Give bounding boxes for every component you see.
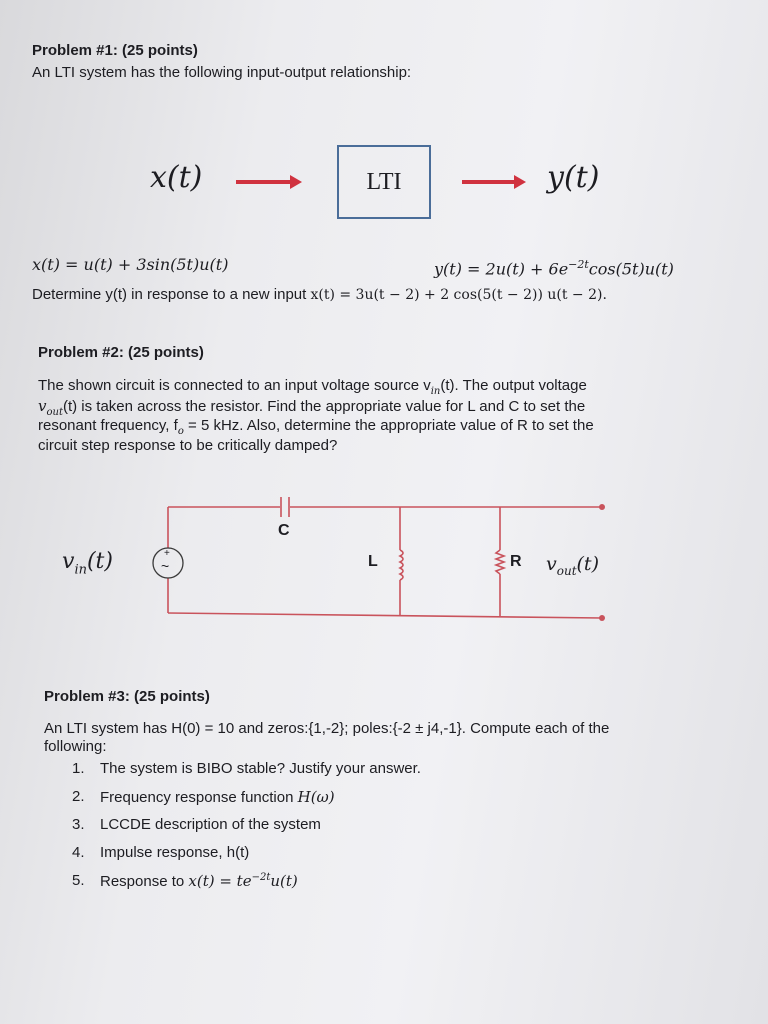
- problem-1-heading: Problem #1: (25 points): [32, 42, 198, 59]
- problem-2-heading: Problem #2: (25 points): [38, 344, 204, 361]
- problem-1-intro: An LTI system has the following input-output relationship:: [32, 64, 412, 81]
- inductor-label: L: [368, 553, 378, 570]
- bottom-wire: [168, 613, 602, 618]
- problem-3-list: [72, 760, 421, 900]
- list-item: 4. Impulse response, h(t): [72, 844, 250, 861]
- diagram-input-label: x(t): [150, 160, 203, 195]
- output-terminal-bottom: [599, 615, 605, 621]
- problem-2-line-2: $v_{out}(t)$ is taken across the resistor. Find the appropriate value for L and C to set the: [38, 397, 586, 418]
- list-item: 1. The system is BIBO stable? Justify your answer.: [72, 760, 421, 777]
- diagram-output-label: y(t): [547, 160, 600, 195]
- source-plus-sign: +: [164, 548, 170, 559]
- inductor-coil: [400, 550, 403, 580]
- problem-2-line-1: The shown circuit is connected to an input voltage source $v_{in}(t)$. The output voltage: [38, 377, 587, 397]
- problem-2-line-3: resonant frequency, $f_o = 5$ kHz. Also, determine the appropriate value of R to set the: [38, 417, 594, 437]
- problem-2-line-4: circuit step response to be critically damped?: [38, 437, 338, 454]
- problem-3-line-2: following:: [44, 738, 107, 755]
- vout-label: $v_{out}(t)$: [546, 553, 599, 578]
- vin-label: $v_{in}(t)$: [62, 549, 113, 578]
- input-equation: x(t) = u(t) + 3sin(5t)u(t): [32, 255, 229, 274]
- problem-3-line-1: An LTI system has H(0) = 10 and zeros:{1,-2}; poles:{-2 ± j4,-1}. Compute each of the: [44, 720, 610, 737]
- problem-1-task: Determine y(t) in response to a new input x(t) = 3u(t − 2) + 2 cos(5(t − 2)) u(t − 2).: [32, 286, 607, 303]
- output-equation: $y(t) = 2u(t) + 6e^{-2t}\cos(5t)u(t)$: [434, 258, 674, 279]
- output-terminal-top: [599, 504, 605, 510]
- resistor-label: R: [510, 553, 522, 570]
- capacitor-label: C: [278, 522, 290, 539]
- source-tilde-icon: ~: [161, 558, 170, 574]
- list-item: 2. Frequency response function H(ω): [72, 788, 335, 806]
- resistor-zigzag: [496, 550, 504, 574]
- list-item: 3. LCCDE description of the system: [72, 816, 321, 833]
- list-item: 5. Response to $x(t) = te^{-2t}u(t)$: [72, 872, 298, 890]
- problem-3-heading: Problem #3: (25 points): [44, 688, 210, 705]
- lti-system-box: LTI: [337, 145, 431, 219]
